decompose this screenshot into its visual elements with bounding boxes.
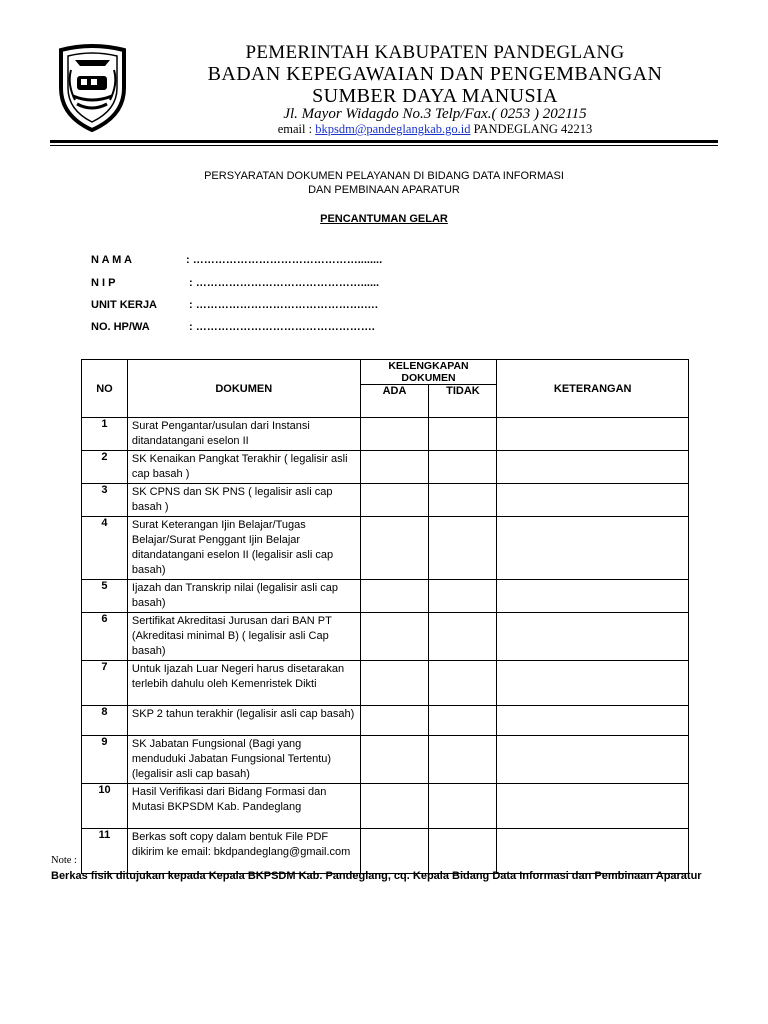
row-number: 4 bbox=[82, 517, 128, 580]
field-unit-kerja bbox=[91, 299, 378, 311]
keterangan-cell[interactable] bbox=[497, 517, 689, 580]
row-document: SK CPNS dan SK PNS ( legalisir asli cap basah ) bbox=[127, 484, 360, 517]
row-document: Ijazah dan Transkrip nilai (legalisir asli cap basah) bbox=[127, 580, 360, 613]
table-row bbox=[82, 418, 689, 451]
row-document: SK Kenaikan Pangkat Terakhir ( legalisir asli cap basah ) bbox=[127, 451, 360, 484]
checkbox-tidak[interactable] bbox=[429, 484, 497, 517]
header-kelengkapan: KELENGKAPAN DOKUMEN bbox=[360, 360, 497, 385]
checkbox-tidak[interactable] bbox=[429, 661, 497, 706]
table-row bbox=[82, 451, 689, 484]
row-number: 10 bbox=[82, 784, 128, 829]
field-blank[interactable]: : ………………………………………...... bbox=[186, 277, 380, 289]
row-number: 9 bbox=[82, 736, 128, 784]
field-label: N A M A bbox=[91, 254, 132, 266]
table-row bbox=[82, 580, 689, 613]
header-keterangan: KETERANGAN bbox=[497, 360, 689, 418]
regency-emblem-icon bbox=[55, 44, 130, 132]
row-number: 3 bbox=[82, 484, 128, 517]
header-rule-thick bbox=[50, 140, 718, 143]
keterangan-cell[interactable] bbox=[497, 706, 689, 736]
header-no: NO bbox=[82, 360, 128, 418]
document-subtitle: PENCANTUMAN GELAR bbox=[320, 213, 448, 225]
checkbox-tidak[interactable] bbox=[429, 517, 497, 580]
row-number: 8 bbox=[82, 706, 128, 736]
checkbox-ada[interactable] bbox=[360, 613, 429, 661]
checkbox-tidak[interactable] bbox=[429, 418, 497, 451]
field-nama bbox=[91, 254, 382, 266]
row-number: 7 bbox=[82, 661, 128, 706]
email-label: email : bbox=[277, 122, 316, 136]
checkbox-tidak[interactable] bbox=[429, 706, 497, 736]
field-label: N I P bbox=[91, 277, 116, 289]
note-text: Berkas fisik ditujukan kepada Kepala BKPSDM Kab. Pandeglang, cq. Kepala Bidang Data Informasi dan Pembinaan Aparatur bbox=[51, 870, 702, 882]
requirements-table bbox=[81, 359, 689, 874]
checkbox-ada[interactable] bbox=[360, 580, 429, 613]
checkbox-ada[interactable] bbox=[360, 829, 429, 874]
field-blank[interactable]: : …………………………………………. bbox=[186, 321, 375, 333]
checkbox-tidak[interactable] bbox=[429, 451, 497, 484]
keterangan-cell[interactable] bbox=[497, 418, 689, 451]
checkbox-ada[interactable] bbox=[360, 736, 429, 784]
table-row bbox=[82, 829, 689, 874]
field-blank[interactable]: : ……………………………………….…. bbox=[186, 299, 378, 311]
row-document: Berkas soft copy dalam bentuk File PDF dikirim ke email: bkdpandeglang@gmail.com bbox=[127, 829, 360, 874]
table-row bbox=[82, 613, 689, 661]
checkbox-ada[interactable] bbox=[360, 418, 429, 451]
row-document: SK Jabatan Fungsional (Bagi yang menduduki Jabatan Fungsional Tertentu) (legalisir asli cap basah) bbox=[127, 736, 360, 784]
table-row bbox=[82, 784, 689, 829]
header-rule-thin bbox=[50, 145, 718, 146]
city-postcode: PANDEGLANG 42213 bbox=[470, 122, 593, 136]
checkbox-ada[interactable] bbox=[360, 517, 429, 580]
keterangan-cell[interactable] bbox=[497, 829, 689, 874]
header-contact bbox=[150, 122, 720, 137]
checkbox-ada[interactable] bbox=[360, 784, 429, 829]
row-number: 11 bbox=[82, 829, 128, 874]
table-row bbox=[82, 706, 689, 736]
keterangan-cell[interactable] bbox=[497, 613, 689, 661]
note-label: Note : bbox=[51, 855, 77, 866]
checkbox-tidak[interactable] bbox=[429, 829, 497, 874]
table-row bbox=[82, 736, 689, 784]
field-label: UNIT KERJA bbox=[91, 299, 158, 311]
keterangan-cell[interactable] bbox=[497, 580, 689, 613]
checkbox-tidak[interactable] bbox=[429, 736, 497, 784]
header-ada: ADA bbox=[360, 385, 429, 418]
checkbox-ada[interactable] bbox=[360, 451, 429, 484]
checkbox-ada[interactable] bbox=[360, 484, 429, 517]
keterangan-cell[interactable] bbox=[497, 784, 689, 829]
row-document: Untuk Ijazah Luar Negeri harus disetarakan terlebih dahulu oleh Kemenristek Dikti bbox=[127, 661, 360, 706]
header-tidak: TIDAK bbox=[429, 385, 497, 418]
header-dokumen: DOKUMEN bbox=[127, 360, 360, 418]
checkbox-ada[interactable] bbox=[360, 661, 429, 706]
field-nip bbox=[91, 277, 379, 289]
email-link[interactable]: bkpsdm@pandeglangkab.go.id bbox=[315, 122, 471, 136]
row-number: 5 bbox=[82, 580, 128, 613]
table-row bbox=[82, 661, 689, 706]
field-no-hp bbox=[91, 321, 375, 333]
checkbox-tidak[interactable] bbox=[429, 784, 497, 829]
row-document: Surat Keterangan Ijin Belajar/Tugas Belajar/Surat Penggant Ijin Belajar ditandatangani eselon II (legalisir asli cap basah) bbox=[127, 517, 360, 580]
keterangan-cell[interactable] bbox=[497, 661, 689, 706]
keterangan-cell[interactable] bbox=[497, 451, 689, 484]
document-title: PERSYARATAN DOKUMEN PELAYANAN DI BIDANG DATA INFORMASI bbox=[204, 170, 564, 182]
row-document: Surat Pengantar/usulan dari Instansi ditandatangani eselon II bbox=[127, 418, 360, 451]
field-blank[interactable]: : ………………………………………........ bbox=[186, 254, 383, 266]
table-row bbox=[82, 517, 689, 580]
field-label: NO. HP/WA bbox=[91, 321, 150, 333]
header-government-name: PEMERINTAH KABUPATEN PANDEGLANG bbox=[245, 42, 625, 63]
row-number: 2 bbox=[82, 451, 128, 484]
checkbox-ada[interactable] bbox=[360, 706, 429, 736]
checkbox-tidak[interactable] bbox=[429, 613, 497, 661]
checkbox-tidak[interactable] bbox=[429, 580, 497, 613]
row-number: 1 bbox=[82, 418, 128, 451]
document-title-2: DAN PEMBINAAN APARATUR bbox=[308, 184, 460, 196]
row-number: 6 bbox=[82, 613, 128, 661]
row-document: SKP 2 tahun terakhir (legalisir asli cap basah) bbox=[127, 706, 360, 736]
row-document: Sertifikat Akreditasi Jurusan dari BAN PT (Akreditasi minimal B) ( legalisir asli Cap basah) bbox=[127, 613, 360, 661]
header-agency-name-2: SUMBER DAYA MANUSIA bbox=[312, 85, 558, 107]
header-agency-name: BADAN KEPEGAWAIAN DAN PENGEMBANGAN bbox=[207, 63, 663, 85]
keterangan-cell[interactable] bbox=[497, 484, 689, 517]
table-row bbox=[82, 484, 689, 517]
header-address: Jl. Mayor Widagdo No.3 Telp/Fax.( 0253 ) 202115 bbox=[283, 106, 587, 122]
row-document: Hasil Verifikasi dari Bidang Formasi dan Mutasi BKPSDM Kab. Pandeglang bbox=[127, 784, 360, 829]
keterangan-cell[interactable] bbox=[497, 736, 689, 784]
